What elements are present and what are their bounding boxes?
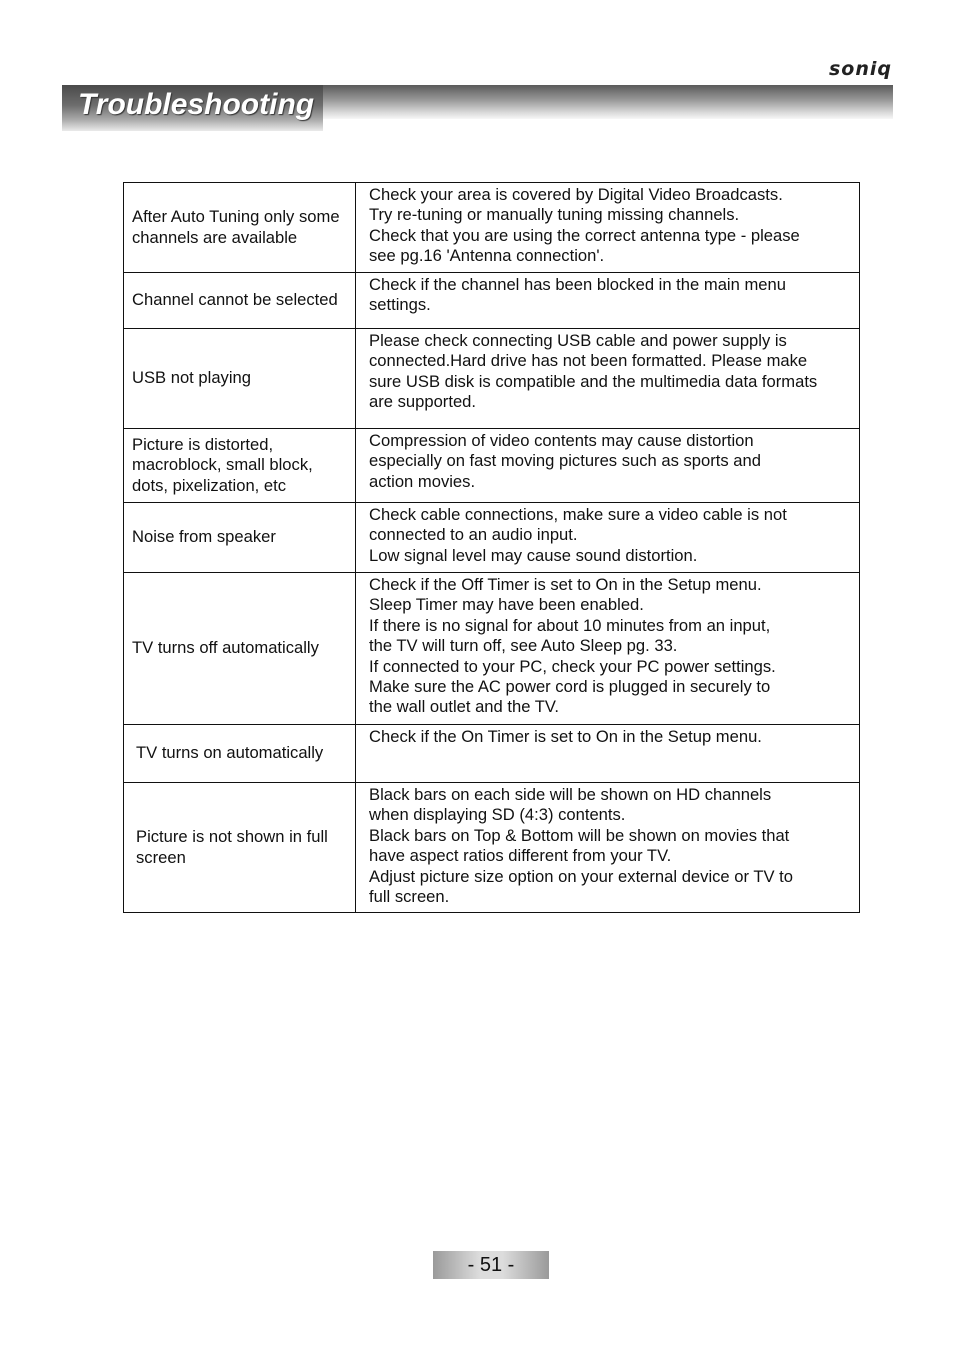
table-row	[124, 503, 860, 573]
solution-line: If connected to your PC, check your PC power settings.	[369, 656, 776, 676]
solution-line: Try re-tuning or manually tuning missing channels.	[369, 205, 740, 225]
solution-cell	[356, 429, 860, 503]
solution-line: Black bars on Top & Bottom will be shown on movies that	[369, 825, 790, 845]
solution-line: Check if the Off Timer is set to On in the Setup menu.	[369, 575, 762, 594]
solution-line: are supported.	[369, 392, 477, 412]
solution-cell	[356, 573, 860, 725]
troubleshooting-table	[123, 182, 860, 913]
solution-line: Adjust picture size option on your external device or TV to	[369, 866, 793, 886]
solution-line: when displaying SD (4:3) contents.	[369, 805, 626, 825]
problem-cell: After Auto Tuning only some channels are available	[124, 183, 356, 273]
solution-line: Low signal level may cause sound distortion.	[369, 545, 698, 565]
header-tab	[62, 85, 323, 131]
solution-line: Sleep Timer may have been enabled.	[369, 595, 644, 615]
problem-cell: USB not playing	[124, 329, 356, 429]
problem-cell: Channel cannot be selected	[124, 273, 356, 329]
solution-line: connected to an audio input.	[369, 525, 578, 545]
table-row	[124, 329, 860, 429]
solution-line: Check if the On Timer is set to On in the Setup menu.	[369, 727, 762, 746]
solution-line: see pg.16 'Antenna connection'.	[369, 246, 605, 266]
solution-line: Check your area is covered by Digital Video Broadcasts.	[369, 185, 783, 204]
problem-cell: TV turns off automatically	[124, 573, 356, 725]
solution-line: Check that you are using the correct antenna type - please	[369, 225, 800, 245]
solution-cell	[356, 503, 860, 573]
table-row	[124, 725, 860, 783]
table-row	[124, 783, 860, 913]
page-title: Troubleshooting	[78, 88, 315, 121]
problem-cell: Picture is distorted, macroblock, small block, dots, pixelization, etc	[124, 429, 356, 503]
solution-line: sure USB disk is compatible and the multimedia data formats	[369, 371, 818, 391]
solution-cell	[356, 273, 860, 329]
solution-cell	[356, 725, 860, 783]
solution-line: have aspect ratios different from your TV.	[369, 846, 672, 866]
problem-cell: Noise from speaker	[124, 503, 356, 573]
solution-line: full screen.	[369, 887, 450, 907]
solution-line: the wall outlet and the TV.	[369, 697, 560, 717]
solution-line: Check cable connections, make sure a video cable is not	[369, 505, 787, 524]
problem-cell: Picture is not shown in full screen	[124, 783, 356, 913]
solution-line: Check if the channel has been blocked in the main menu	[369, 275, 786, 294]
table-row	[124, 273, 860, 329]
page-number: - 51 -	[433, 1251, 549, 1279]
solution-line: Compression of video contents may cause distortion	[369, 431, 754, 450]
solution-line: the TV will turn off, see Auto Sleep pg. 33.	[369, 636, 678, 656]
header-bar	[323, 85, 893, 119]
solution-line: Make sure the AC power cord is plugged in securely to	[369, 677, 771, 697]
table-row	[124, 573, 860, 725]
table-row	[124, 183, 860, 273]
solution-line: Please check connecting USB cable and power supply is	[369, 331, 787, 350]
solution-cell	[356, 183, 860, 273]
solution-cell	[356, 783, 860, 913]
table-row	[124, 429, 860, 503]
solution-line: Black bars on each side will be shown on HD channels	[369, 785, 772, 804]
solution-line: action movies.	[369, 471, 476, 491]
problem-cell: TV turns on automatically	[124, 725, 356, 783]
solution-line: connected.Hard drive has not been formatted. Please make	[369, 351, 808, 371]
solution-line: especially on fast moving pictures such as sports and	[369, 451, 761, 471]
solution-cell	[356, 329, 860, 429]
solution-line: settings.	[369, 295, 431, 315]
solution-line: If there is no signal for about 10 minutes from an input,	[369, 615, 771, 635]
brand-logo: soniq	[828, 58, 892, 80]
section-header	[62, 85, 893, 131]
